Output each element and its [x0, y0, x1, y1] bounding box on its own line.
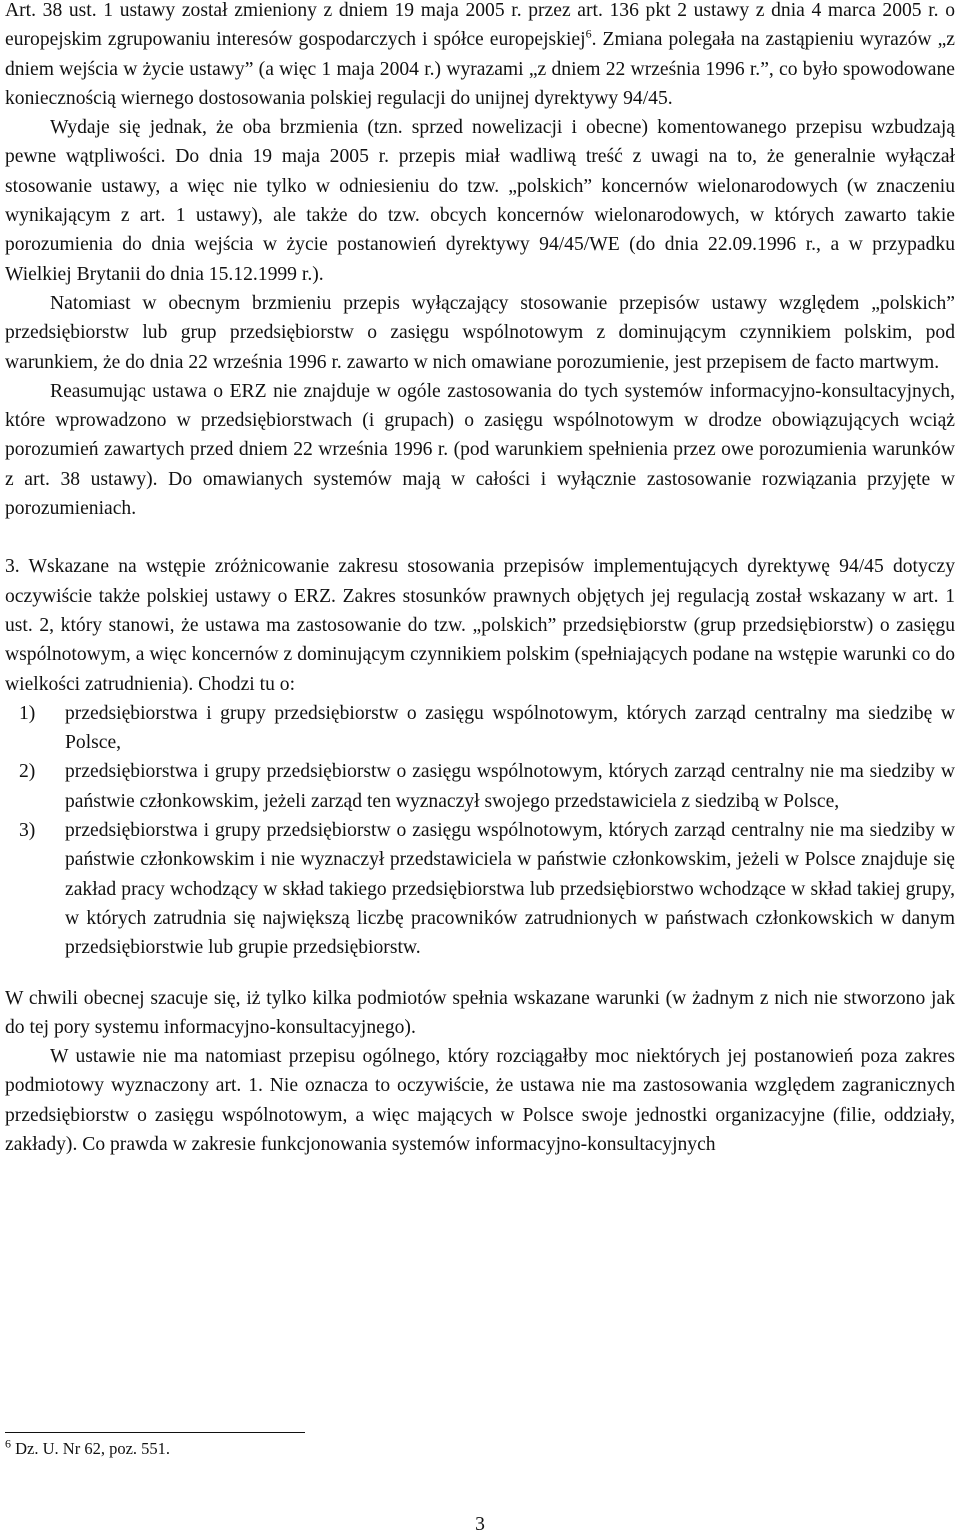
footnote-text: Dz. U. Nr 62, poz. 551.: [11, 1439, 171, 1458]
footnote-separator: [5, 1432, 305, 1433]
list-item-number: 1): [19, 702, 36, 724]
list-item: [5, 699, 955, 758]
list-item-number: 2): [19, 761, 36, 783]
page-number: 3: [475, 1514, 485, 1535]
list-item: [5, 816, 955, 962]
body-text: [5, 0, 955, 1159]
paragraph-7: W ustawie nie ma natomiast przepisu ogólnego, który rozciągałby moc niektórych jej postanowień poza zakres podmiotowy wyznaczony art. 1. Nie oznacza to oczywiście, że ustawa nie ma zastosowania względem zagranicznych przedsiębiorstw o zasięgu wspólnotowym, a więc mających w Polsce swoje jednostki organizacyjne (filie, oddziały, zakłady). Co prawda w zakresie funkcjonowania systemów informacyjno-konsultacyjnych: [5, 1046, 955, 1155]
spacer: [5, 963, 955, 984]
list-item: [5, 757, 955, 816]
list-item-text: przedsiębiorstwa i grupy przedsiębiorstw o zasięgu wspólnotowym, których zarząd centralny nie ma siedziby w państwie członkowskim i nie wyznaczył przedstawiciela w państwie członkowskim, jeżeli w Polsce znajduje się zakład pracy wchodzący w skład takiego przedsiębiorstwa lub przedsiębiorstwo wchodzące w skład takiej grupy, w których zatrudnia się największą liczbę pracowników zatrudnionych w państwach członkowskich w danym przedsiębiorstwie lub grupie przedsiębiorstw.: [65, 820, 955, 959]
paragraph-5: 3. Wskazane na wstępie zróżnicowanie zakresu stosowania przepisów implementujących dyrektywę 94/45 dotyczy oczywiście także polskiej ustawy o ERZ. Zakres stosunków prawnych objętych jej regulacją został wskazany w art. 1 ust. 2, który stanowi, że ustawa ma zastosowanie do tzw. „polskich” przedsiębiorstw (grup przedsiębiorstw) o zasięgu wspólnotowym, a więc koncernów z dominującym czynnikiem polskim (spełniających podane na wstępie warunki co do wielkości zatrudnienia). Chodzi tu o:: [5, 556, 955, 695]
footnote-reference[interactable]: 6: [585, 26, 592, 41]
list-item-text: przedsiębiorstwa i grupy przedsiębiorstw o zasięgu wspólnotowym, których zarząd centralny ma siedzibę w Polsce,: [65, 702, 955, 754]
paragraph-3: Natomiast w obecnym brzmieniu przepis wyłączający stosowanie przepisów ustawy względem „polskich” przedsiębiorstw lub grup przedsiębiorstw o zasięgu wspólnotowym z dominującym czynnikiem polskim, pod warunkiem, że do dnia 22 września 1996 r. zawarto w nich omawiane porozumienie, jest przepisem de facto martwym.: [5, 292, 955, 373]
paragraph-6: W chwili obecnej szacuje się, iż tylko kilka podmiotów spełnia wskazane warunki (w żadnym z nich nie stworzono jak do tej pory systemu informacyjno-konsultacyjnego).: [5, 987, 955, 1038]
list-item-number: 3): [19, 820, 36, 842]
spacer: [5, 523, 955, 552]
paragraph-4: Reasumując ustawa o ERZ nie znajduje w ogóle zastosowania do tych systemów informacyjno-konsultacyjnych, które wprowadzono w przedsiębiorstwach (i grupach) o zasięgu wspólnotowym w drodze obowiązujących wciąż porozumień zawartych przed dniem 22 września 1996 r. (pod warunkiem spełnienia przez owe porozumienia warunków z art. 38 ustawy). Do omawianych systemów mają w całości i wyłącznie zastosowanie rozwiązania przyjęte w porozumieniach.: [5, 380, 955, 520]
footnote-number: 6: [5, 1436, 11, 1451]
paragraph-1: Art. 38 ust. 1 ustawy został zmieniony z dniem 19 maja 2005 r. przez art. 136 pkt 2 ustawy z dnia 4 marca 2005 r. o europejskim zgrupowaniu interesów gospodarczych i spółce europejskiej$^6$. Zmiana polegała na zastąpieniu wyrazów „z dniem wejścia w życie ustawy” (a więc 1 maja 2004 r.) wyrazami „z dniem 22 września 1996 r.”, co było spowodowane koniecznością wiernego dostosowania polskiej regulacji do unijnej dyrektywy 94/45.: [5, 0, 955, 109]
paragraph-2: Wydaje się jednak, że oba brzmienia (tzn. sprzed nowelizacji i obecne) komentowanego przepisu wzbudzają pewne wątpliwości. Do dnia 19 maja 2005 r. przepis miał wadliwą treść z uwagi na to, że generalnie wyłączał stosowanie ustawy, a więc nie tylko w odniesieniu do tzw. „polskich” koncernów wielonarodowych (w znaczeniu wynikającym z art. 1 ustawy), ale także do tzw. obcych koncernów wielonarodowych, w których zawarto takie porozumienia do dnia wejścia w życie postanowień dyrektywy 94/45/WE (do dnia 22.09.1996 r., a w przypadku Wielkiej Brytanii do dnia 15.12.1999 r.).: [5, 117, 955, 285]
footnote: [5, 1438, 170, 1460]
list-item-text: przedsiębiorstwa i grupy przedsiębiorstw o zasięgu wspólnotowym, których zarząd centralny nie ma siedziby w państwie członkowskim, jeżeli zarząd ten wyznaczył swojego przedstawiciela z siedzibą w Polsce,: [65, 761, 955, 812]
